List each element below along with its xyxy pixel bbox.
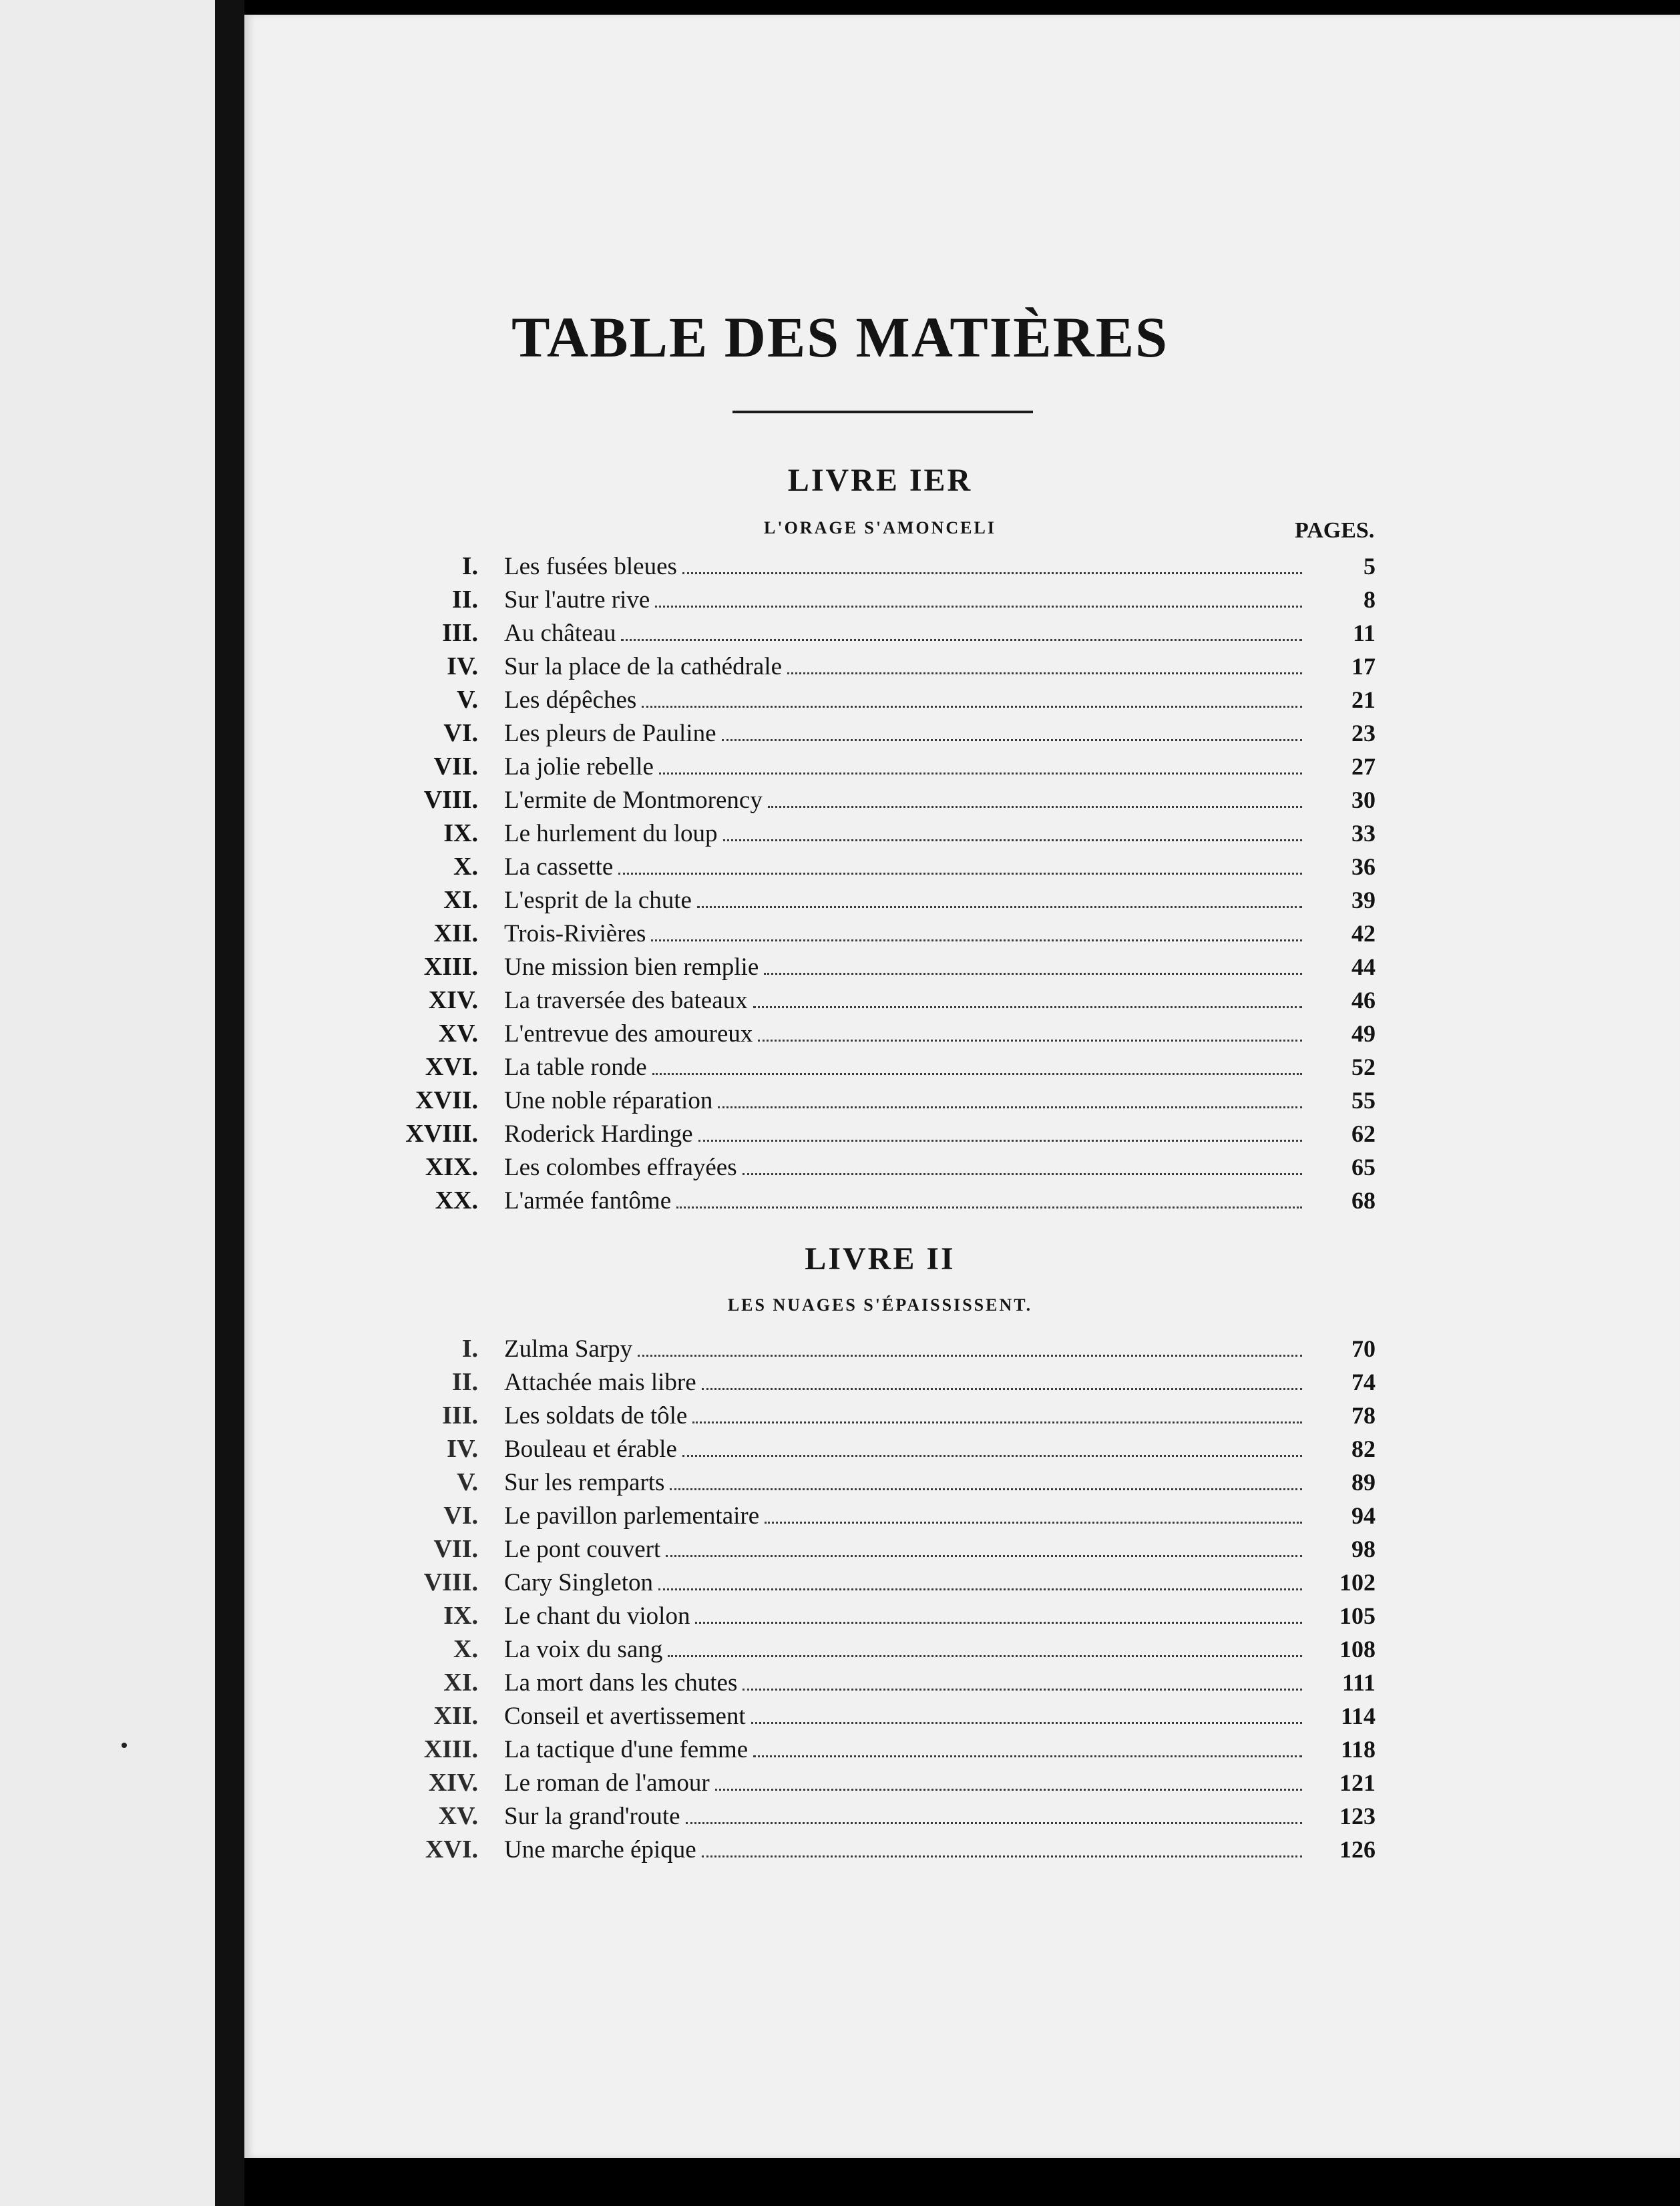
chapter-title: Roderick Hardinge [504,1120,693,1148]
chapter-entry [504,650,1376,684]
chapter-number: II. [451,586,478,614]
toc-entry [0,1833,1680,1866]
chapter-entry [504,1084,1376,1118]
page-number: 49 [1351,1020,1376,1047]
chapter-entry [504,983,1376,1018]
chapter-title: Une noble réparation [504,1087,713,1114]
dot-leader [723,839,1302,841]
toc-entry [0,1150,1680,1184]
chapter-title: Les colombes effrayées [504,1154,737,1181]
toc-entry [0,950,1680,983]
page-number: 65 [1351,1154,1376,1180]
chapter-entry [504,1432,1376,1466]
chapter-number: XII. [433,919,478,947]
page-number: 44 [1351,953,1376,980]
page-number: 42 [1351,920,1376,947]
dot-leader [621,639,1302,641]
page-number: 108 [1339,1636,1376,1663]
dot-leader [702,1855,1302,1857]
chapter-title: Les dépêches [504,686,637,714]
dot-leader [753,1006,1302,1008]
chapter-entry [504,1332,1376,1366]
chapter-number: III. [442,1401,478,1429]
chapter-title: Cary Singleton [504,1569,654,1596]
dot-leader [698,1140,1302,1142]
page-number: 11 [1352,620,1376,646]
dot-leader [758,1040,1302,1042]
chapter-entry [504,950,1376,984]
toc-entry [0,1017,1680,1050]
dot-leader [642,706,1302,708]
chapter-entry [504,917,1376,951]
page-number: 121 [1339,1769,1376,1796]
chapter-entry [504,1117,1376,1151]
dot-leader [753,1755,1302,1757]
dot-leader [743,1173,1302,1175]
toc-entry [0,1050,1680,1084]
book-2-subtitle: LES NUAGES S'ÉPAISSISSENT. [727,1295,1033,1315]
toc-entry [0,650,1680,683]
page-number: 111 [1341,1669,1376,1696]
chapter-title: La jolie rebelle [504,753,654,781]
chapter-entry [504,1766,1376,1800]
toc-entry [0,883,1680,917]
page-number: 8 [1363,586,1376,613]
chapter-entry [504,616,1376,650]
chapter-entry [504,783,1376,817]
chapter-title: Trois-Rivières [504,920,646,947]
chapter-entry [504,1365,1376,1399]
book-1-chapter-list [0,549,1680,1217]
dot-leader [751,1722,1302,1724]
chapter-entry [504,1466,1376,1500]
chapter-title: La mort dans les chutes [504,1669,738,1697]
page-number: 102 [1339,1569,1376,1596]
chapter-title: Une mission bien remplie [504,953,759,981]
dot-leader [651,939,1302,941]
page-number: 68 [1351,1187,1376,1214]
toc-entry [0,1432,1680,1466]
toc-entry [0,583,1680,616]
page-number: 89 [1351,1469,1376,1496]
dot-leader [618,873,1302,875]
dot-leader [722,739,1303,741]
page-number: 39 [1351,887,1376,913]
page-number: 17 [1351,653,1376,680]
page-number: 78 [1351,1402,1376,1429]
chapter-title: Le hurlement du loup [504,820,718,847]
toc-entry [0,1117,1680,1150]
page-number: 118 [1340,1736,1376,1763]
chapter-entry [504,1666,1376,1700]
page-number: 46 [1351,987,1376,1014]
chapter-title: Bouleau et érable [504,1436,677,1463]
title-rule [732,411,1033,413]
dot-leader [765,1522,1302,1524]
dot-leader [658,1588,1302,1590]
toc-entry [0,1733,1680,1766]
toc-entry [0,1332,1680,1365]
page-number: 62 [1351,1120,1376,1147]
chapter-number: IV. [447,652,478,680]
chapter-title: Le pavillon parlementaire [504,1502,760,1530]
toc-entry [0,983,1680,1017]
chapter-number: XVI. [425,1835,478,1863]
page-number: 98 [1351,1536,1376,1562]
page-number: 105 [1339,1602,1376,1629]
chapter-number: XI. [443,886,478,914]
dot-leader [743,1689,1302,1691]
chapter-number: XVIII. [405,1120,478,1148]
chapter-number: II. [451,1368,478,1396]
toc-entry [0,1799,1680,1833]
chapter-entry [504,1699,1376,1733]
chapter-title: Sur la place de la cathédrale [504,653,783,680]
dot-leader [692,1421,1302,1423]
chapter-number: VIII. [423,1568,478,1596]
chapter-title: Les soldats de tôle [504,1402,688,1429]
book-1-subtitle: L'ORAGE S'AMONCELI [764,518,996,537]
pages-column-label: PAGES. [1295,518,1375,543]
dot-leader [682,1455,1302,1457]
chapter-title: La cassette [504,853,614,881]
toc-entry [0,1499,1680,1532]
page-number: 36 [1351,853,1376,880]
chapter-entry [504,583,1376,617]
chapter-title: Conseil et avertissement [504,1703,746,1730]
toc-entry [0,1084,1680,1117]
toc-entry [0,1699,1680,1733]
dot-leader [638,1355,1302,1357]
chapter-title: La voix du sang [504,1636,663,1663]
dot-leader [655,606,1302,608]
toc-entry [0,1184,1680,1217]
chapter-title: La tactique d'une femme [504,1736,749,1763]
chapter-number: V. [456,1468,478,1496]
page-number: 27 [1351,753,1376,780]
book-1-title: LIVRE IER [787,463,973,498]
chapter-entry [504,1499,1376,1533]
chapter-title: Une marche épique [504,1836,696,1863]
chapter-title: Attachée mais libre [504,1369,696,1396]
chapter-number: XIII. [423,953,478,981]
dot-leader [697,906,1302,908]
page-number: 21 [1351,686,1376,713]
dot-leader [715,1789,1302,1791]
chapter-entry [504,817,1376,851]
dot-leader [670,1488,1302,1490]
page-number: 55 [1351,1087,1376,1114]
toc-entry [0,1666,1680,1699]
toc-entry [0,1766,1680,1799]
chapter-number: VI. [443,1502,478,1530]
chapter-number: III. [442,619,478,647]
chapter-entry [504,1799,1376,1833]
page-number: 126 [1339,1836,1376,1863]
chapter-number: XI. [443,1669,478,1697]
chapter-number: IX. [443,819,478,847]
toc-entry [0,917,1680,950]
chapter-number: XII. [433,1702,478,1730]
chapter-title: L'esprit de la chute [504,887,692,914]
chapter-title: L'entrevue des amoureux [504,1020,753,1048]
dot-leader [676,1206,1302,1208]
page-title: TABLE DES MATIÈRES [511,305,1169,369]
toc-entry [0,1632,1680,1666]
chapter-number: XVI. [425,1053,478,1081]
chapter-entry [504,750,1376,784]
chapter-number: I. [461,1335,478,1363]
dot-leader [702,1388,1302,1390]
chapter-entry [504,1532,1376,1566]
chapter-title: Au château [504,620,616,647]
chapter-number: XIX. [425,1153,478,1181]
chapter-entry [504,1632,1376,1667]
chapter-number: XIV. [428,1769,478,1797]
page-number: 74 [1351,1369,1376,1395]
chapter-entry [504,716,1376,750]
chapter-title: Sur les remparts [504,1469,665,1496]
chapter-title: La table ronde [504,1054,647,1081]
book-2-title: LIVRE II [805,1241,956,1277]
chapter-title: Le roman de l'amour [504,1769,710,1797]
chapter-number: VI. [443,719,478,747]
chapter-number: XIII. [423,1735,478,1763]
page-number: 123 [1339,1803,1376,1829]
chapter-title: Le pont couvert [504,1536,661,1563]
chapter-entry [504,1599,1376,1633]
chapter-number: XV. [438,1020,478,1048]
toc-entry [0,1532,1680,1566]
dot-leader [666,1555,1302,1557]
chapter-number: XV. [438,1802,478,1830]
chapter-entry [504,1050,1376,1084]
page-number: 82 [1351,1436,1376,1462]
toc-entry [0,1566,1680,1599]
dot-leader [686,1822,1302,1824]
page-number: 114 [1340,1703,1376,1729]
page-number: 23 [1351,720,1376,746]
chapter-number: X. [453,1635,478,1663]
chapter-entry [504,1399,1376,1433]
chapter-entry [504,1833,1376,1867]
chapter-entry [504,1184,1376,1218]
chapter-number: VIII. [423,786,478,814]
chapter-number: X. [453,853,478,881]
chapter-title: Sur l'autre rive [504,586,650,614]
chapter-entry [504,883,1376,917]
toc-entry [0,549,1680,583]
chapter-title: L'ermite de Montmorency [504,787,763,814]
chapter-entry [504,1566,1376,1600]
chapter-title: Les fusées bleues [504,553,677,580]
toc-entry [0,716,1680,750]
page-number: 33 [1351,820,1376,847]
page-number: 30 [1351,787,1376,813]
toc-entry [0,817,1680,850]
chapter-entry [504,1017,1376,1051]
dot-leader [787,672,1302,674]
chapter-number: XIV. [428,986,478,1014]
dot-leader [695,1622,1302,1624]
dot-leader [668,1655,1302,1657]
chapter-number: XX. [435,1186,478,1215]
chapter-number: IX. [443,1602,478,1630]
toc-entry [0,1365,1680,1399]
chapter-number: I. [461,552,478,580]
chapter-number: V. [456,686,478,714]
chapter-title: La traversée des bateaux [504,987,748,1014]
toc-entry [0,1466,1680,1499]
toc-entry [0,1599,1680,1632]
toc-entry [0,783,1680,817]
toc-entry [0,616,1680,650]
page-number: 52 [1351,1054,1376,1080]
book-2-chapter-list [0,1332,1680,1866]
chapter-number: VII. [433,752,478,781]
chapter-entry [504,1733,1376,1767]
chapter-number: IV. [447,1435,478,1463]
chapter-entry [504,850,1376,884]
chapter-title: Les pleurs de Pauline [504,720,716,747]
chapter-number: VII. [433,1535,478,1563]
page-number: 94 [1351,1502,1376,1529]
toc-entry [0,850,1680,883]
page-number: 5 [1363,553,1376,580]
chapter-title: Le chant du violon [504,1602,690,1630]
dot-leader [682,572,1302,574]
chapter-title: L'armée fantôme [504,1187,672,1215]
dot-leader [652,1073,1302,1075]
chapter-title: Sur la grand'route [504,1803,680,1830]
chapter-number: XVII. [415,1086,478,1114]
toc-entry [0,750,1680,783]
chapter-entry [504,1150,1376,1184]
chapter-entry [504,683,1376,717]
page-number: 70 [1351,1335,1376,1362]
toc-entry [0,1399,1680,1432]
dot-leader [718,1106,1302,1108]
dot-leader [659,773,1302,775]
dot-leader [768,806,1302,808]
dot-leader [764,973,1302,975]
toc-entry [0,683,1680,716]
chapter-title: Zulma Sarpy [504,1335,633,1363]
chapter-entry [504,549,1376,584]
